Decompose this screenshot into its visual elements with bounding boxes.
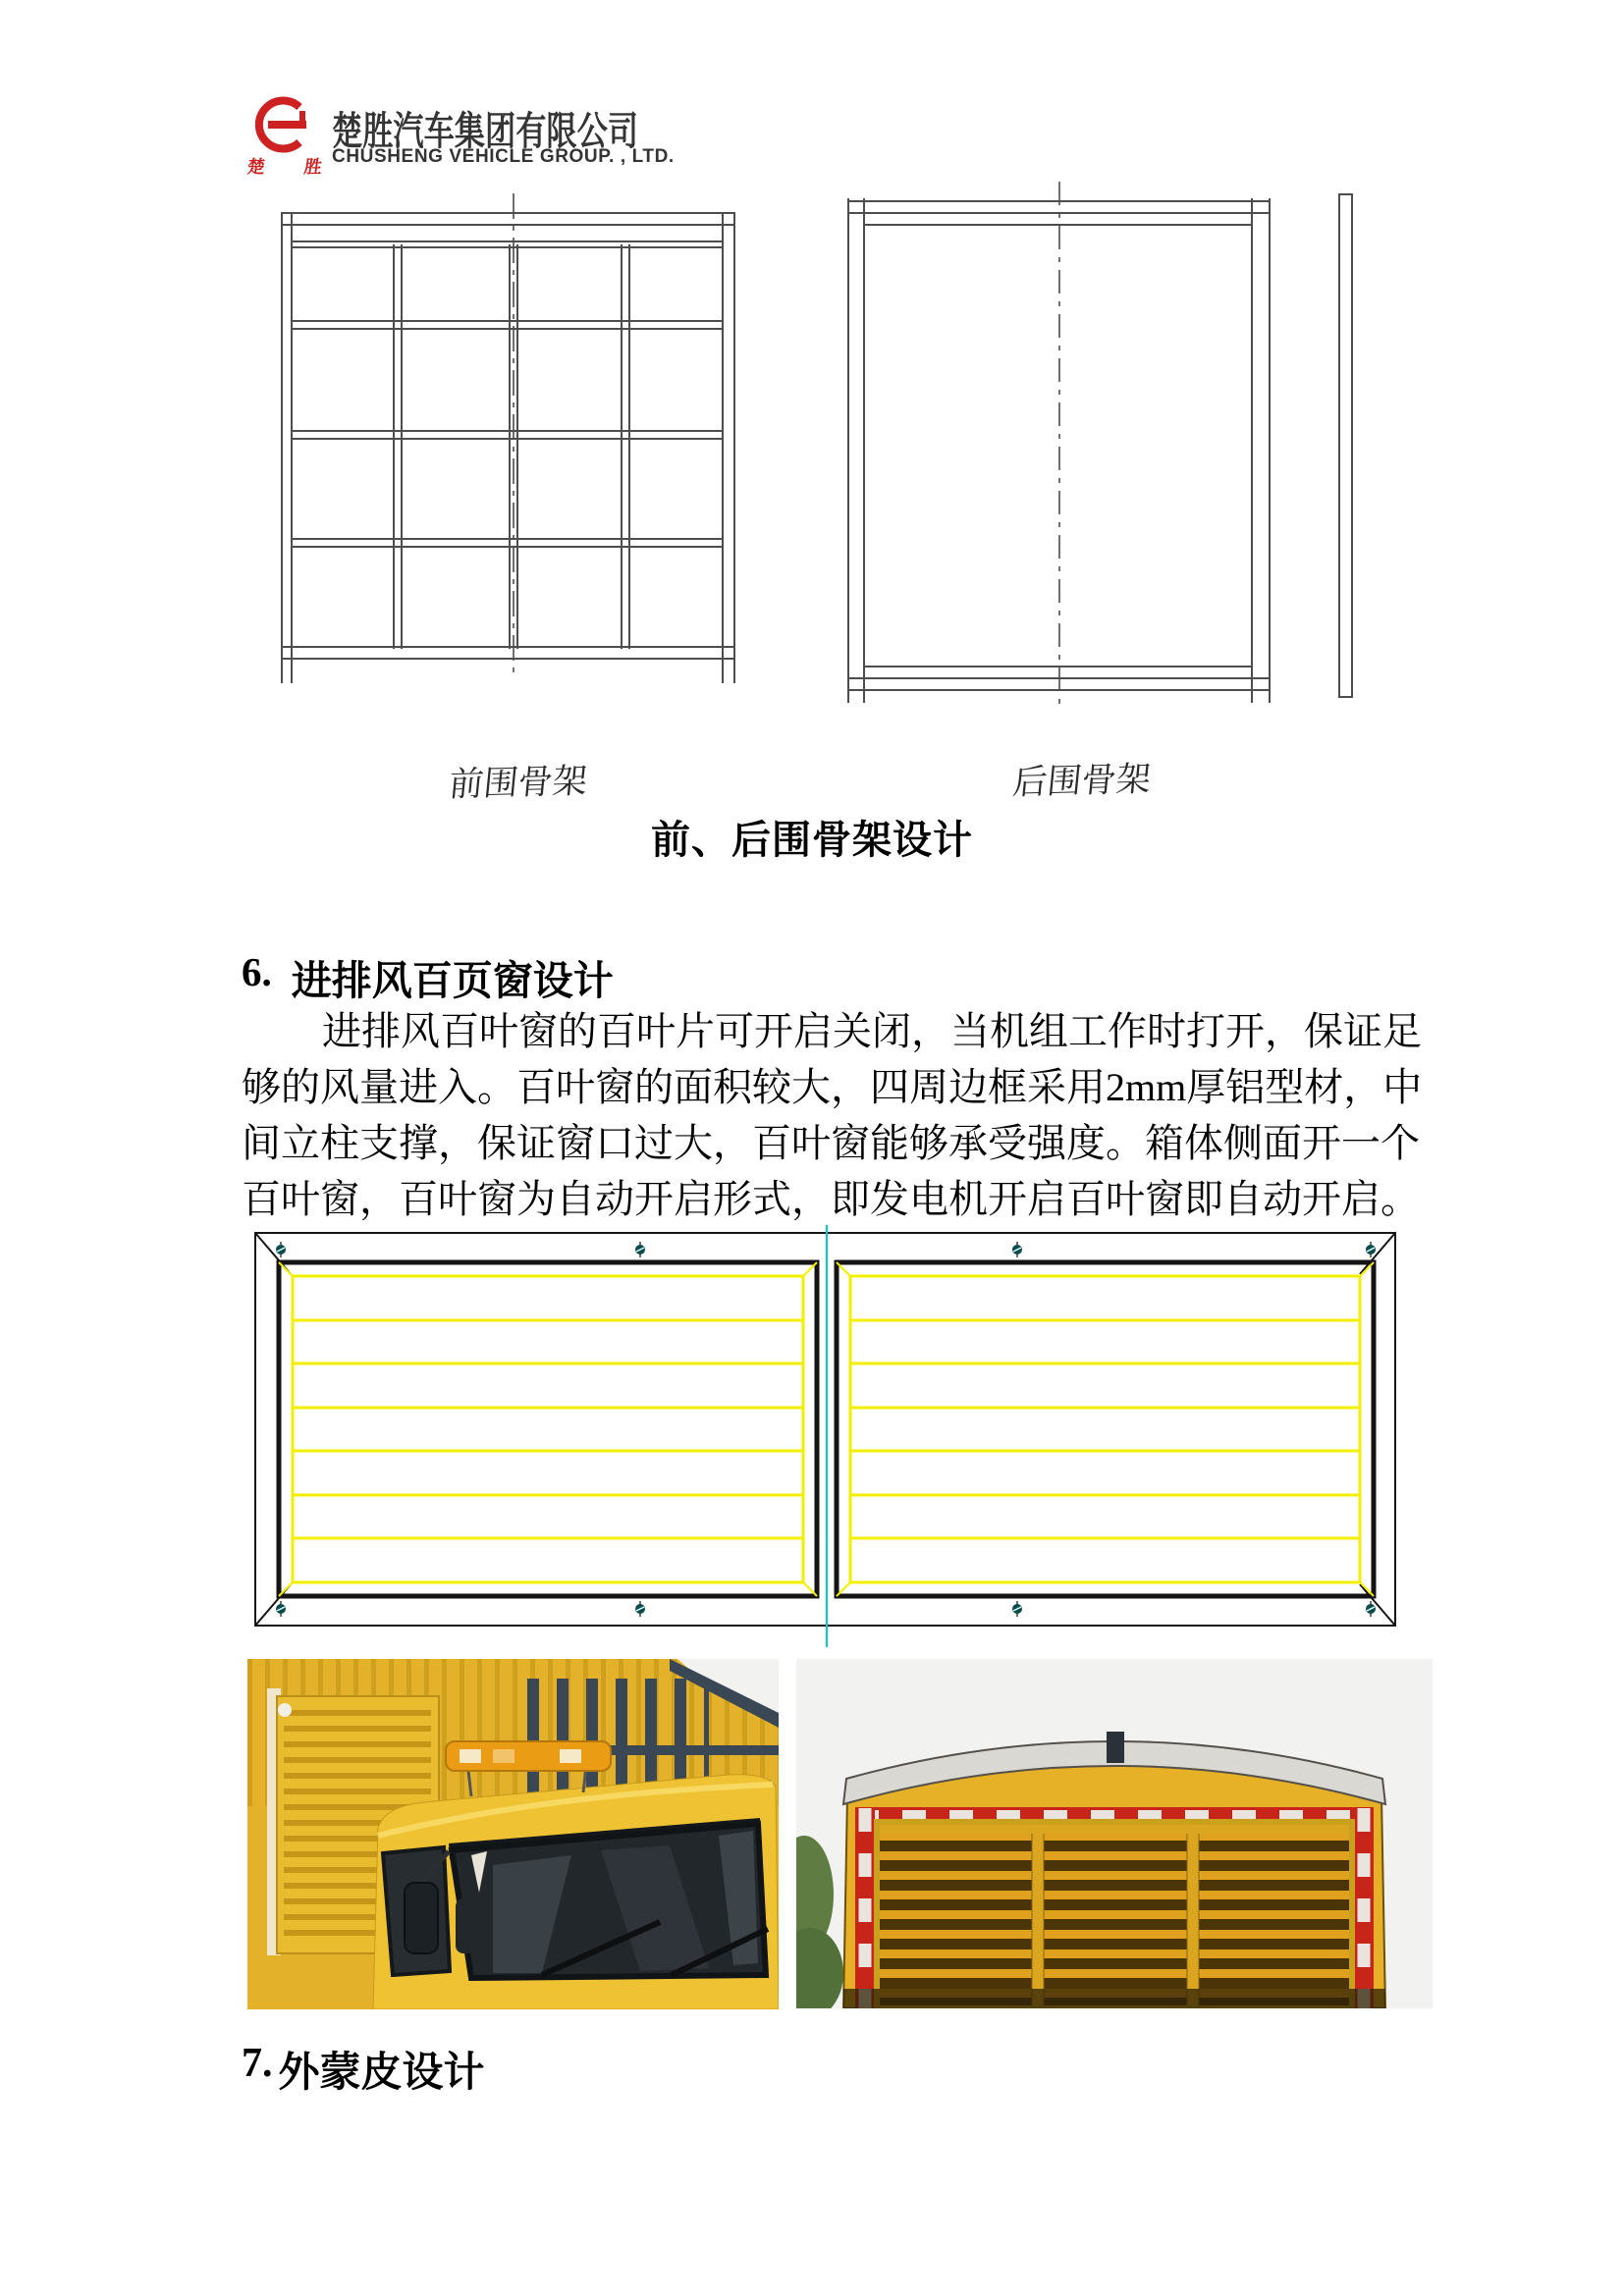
section-6-title: 进排风百页窗设计 (291, 958, 614, 1003)
louver-panel-left (279, 1262, 817, 1596)
section-6-number: 6. (242, 949, 272, 994)
louver-window-drawing (250, 1225, 1404, 1647)
rear-louver-photo (796, 1659, 1433, 2008)
paragraph-line: 进排风百叶窗的百叶片可开启关闭，当机组工作时打开，保证足 (322, 1009, 1422, 1053)
section-6-heading (242, 948, 614, 1006)
front-frame-rails (282, 213, 734, 659)
bolt-icon (1012, 1242, 1022, 1257)
company-name-en: CHUSHENG VEHICLE GROUP. , LTD. (332, 146, 675, 167)
paragraph-line: 百叶窗，百叶窗为自动开启形式，即发电机开启百叶窗即自动开启。 (242, 1177, 1420, 1221)
section-7-number: 7. (242, 2041, 273, 2086)
louver-mullion (1187, 1828, 1199, 2008)
rear-frame-drawing (835, 180, 1370, 715)
bolt-icon (1012, 1601, 1022, 1617)
front-frame-posts (282, 213, 734, 682)
front-frame-caption: 前围骨架 (447, 762, 589, 804)
bolt-icon (1366, 1242, 1376, 1257)
louver-panel-right (837, 1262, 1374, 1596)
louver-outer-frame (255, 1233, 1395, 1626)
truck-cab-photo (247, 1659, 779, 2009)
frame-figure-title: 前、后围骨架设计 (651, 818, 973, 862)
logo-char-right: 胜 (302, 157, 324, 177)
paragraph-line: 间立柱支撑，保证窗口过大，百叶窗能够承受强度。箱体侧面开一个 (242, 1121, 1420, 1165)
bolt-icon (635, 1601, 645, 1617)
side-mirror (405, 1883, 438, 1953)
section-7-title: 外蒙皮设计 (278, 2051, 485, 2096)
logo-characters (245, 153, 324, 179)
bolt-icon (276, 1601, 286, 1617)
side-profile-bar (1339, 194, 1352, 697)
bolt-icon (276, 1242, 286, 1257)
company-logo-icon (251, 94, 314, 157)
rear-frame-caption: 后围骨架 (1010, 760, 1153, 802)
bolt-icon (635, 1242, 645, 1257)
front-frame-drawing (260, 187, 751, 692)
side-mirror (456, 1898, 481, 1953)
section-7-heading (242, 2040, 485, 2099)
louver-corner-bevels (255, 1233, 1395, 1626)
ground-shadow (843, 1989, 1385, 2008)
section-6-paragraph (242, 1003, 1423, 1227)
logo-char-left: 楚 (245, 157, 267, 177)
rear-louver-panel (877, 1822, 1352, 2008)
louver-mullion (1032, 1828, 1044, 2008)
paragraph-line: 够的风量进入。百叶窗的面积较大，四周边框采用2mm厚铝型材，中 (242, 1065, 1423, 1109)
bolt-icon (1366, 1601, 1376, 1617)
roof-latch (1107, 1732, 1124, 1763)
company-name-zh: 楚胜汽车集团有限公司 (332, 110, 638, 153)
